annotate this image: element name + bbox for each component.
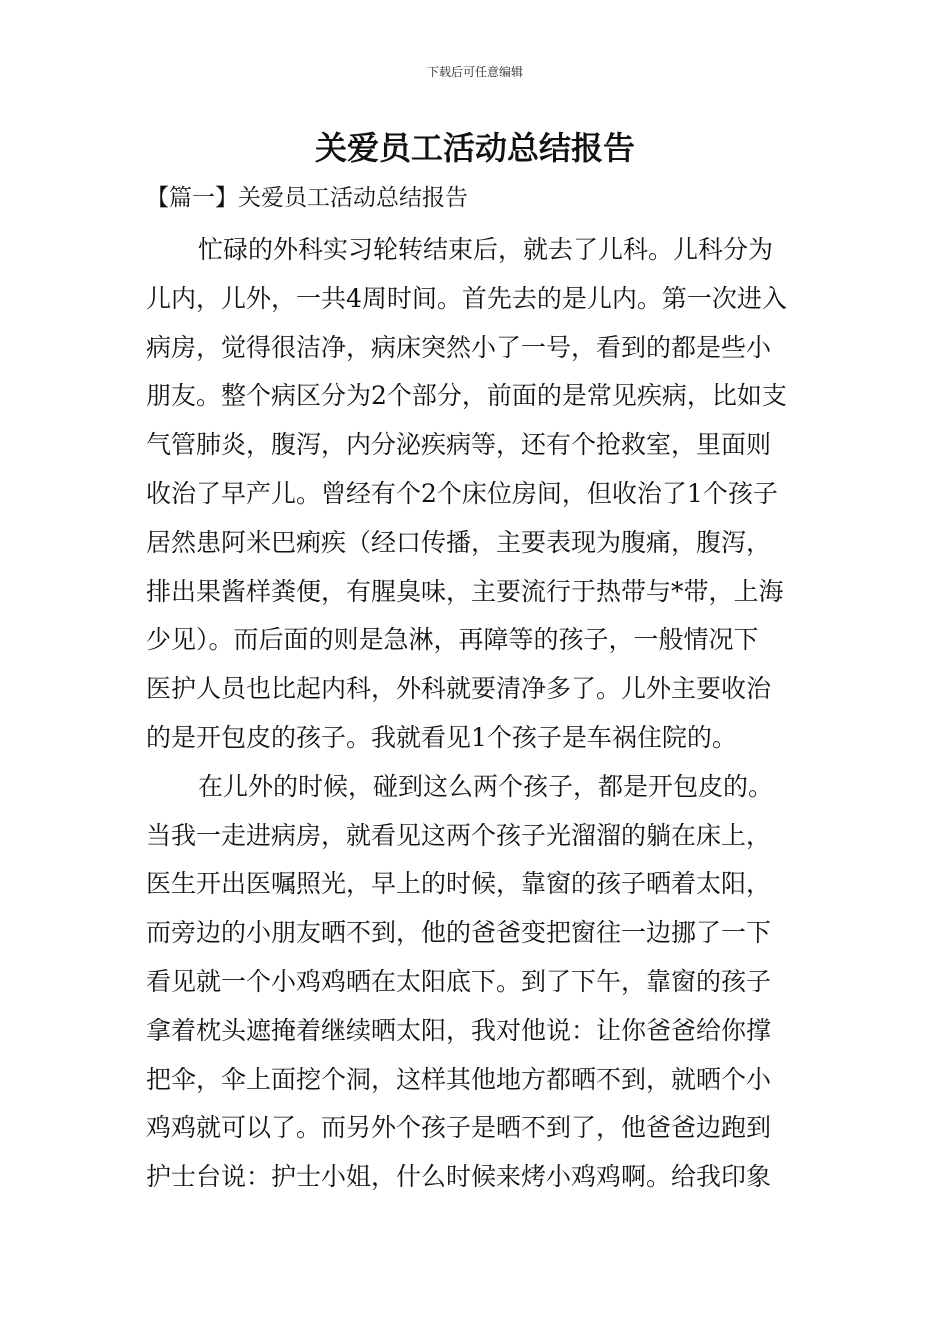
section-heading: 【篇一】关爱员工活动总结报告	[146, 185, 468, 211]
text-line: 而旁边的小朋友晒不到，他的爸爸变把窗往一边挪了一下	[146, 918, 772, 948]
text-line: 病房，觉得很洁净，病床突然小了一号，看到的都是些小	[146, 332, 772, 362]
text-line: 当我一走进病房，就看见这两个孩子光溜溜的躺在床上，	[146, 820, 772, 850]
text-line: 鸡鸡就可以了。而另外个孩子是晒不到了，他爸爸边跑到	[146, 1113, 772, 1143]
text-line: 居然患阿米巴痢疾（经口传播，主要表现为腹痛，腹泻，	[146, 527, 772, 557]
text-line: 在儿外的时候，碰到这么两个孩子，都是开包皮的。	[198, 771, 774, 801]
paragraph-1	[146, 226, 811, 763]
text-line: 的是开包皮的孩子。我就看见1个孩子是车祸住院的。	[146, 722, 737, 752]
text-line: 看见就一个小鸡鸡晒在太阳底下。到了下午，靠窗的孩子	[146, 966, 772, 996]
paragraph-2	[146, 763, 811, 1202]
text-line: 少见）。而后面的则是急淋，再障等的孩子，一般情况下	[146, 625, 759, 655]
text-line: 拿着枕头遮掩着继续晒太阳，我对他说：让你爸爸给你撑	[146, 1015, 772, 1045]
text-line: 把伞，伞上面挖个洞，这样其他地方都晒不到，就晒个小	[146, 1064, 772, 1094]
text-line: 护士台说：护士小姐，什么时候来烤小鸡鸡啊。给我印象	[146, 1162, 772, 1192]
text-line: 朋友。整个病区分为2个部分，前面的是常见疾病，比如支	[146, 381, 787, 411]
document-title: 关爱员工活动总结报告	[314, 129, 635, 167]
document-body	[146, 226, 811, 1202]
text-line: 收治了早产儿。曾经有个2个床位房间，但收治了1个孩子	[146, 478, 778, 508]
text-line: 气管肺炎，腹泻，内分泌疾病等，还有个抢救室，里面则	[146, 430, 772, 460]
text-line: 忙碌的外科实习轮转结束后，就去了儿科。儿科分为	[198, 235, 774, 264]
text-line: 医护人员也比起内科，外科就要清净多了。儿外主要收治	[146, 674, 772, 704]
text-line: 儿内，儿外，一共4周时间。首先去的是儿内。第一次进入	[146, 283, 787, 313]
text-line: 医生开出医嘱照光，早上的时候，靠窗的孩子晒着太阳，	[146, 869, 772, 899]
text-line: 排出果酱样粪便，有腥臭味，主要流行于热带与*带，上海	[146, 576, 784, 606]
page-header-note: 下载后可任意编辑	[426, 65, 523, 79]
